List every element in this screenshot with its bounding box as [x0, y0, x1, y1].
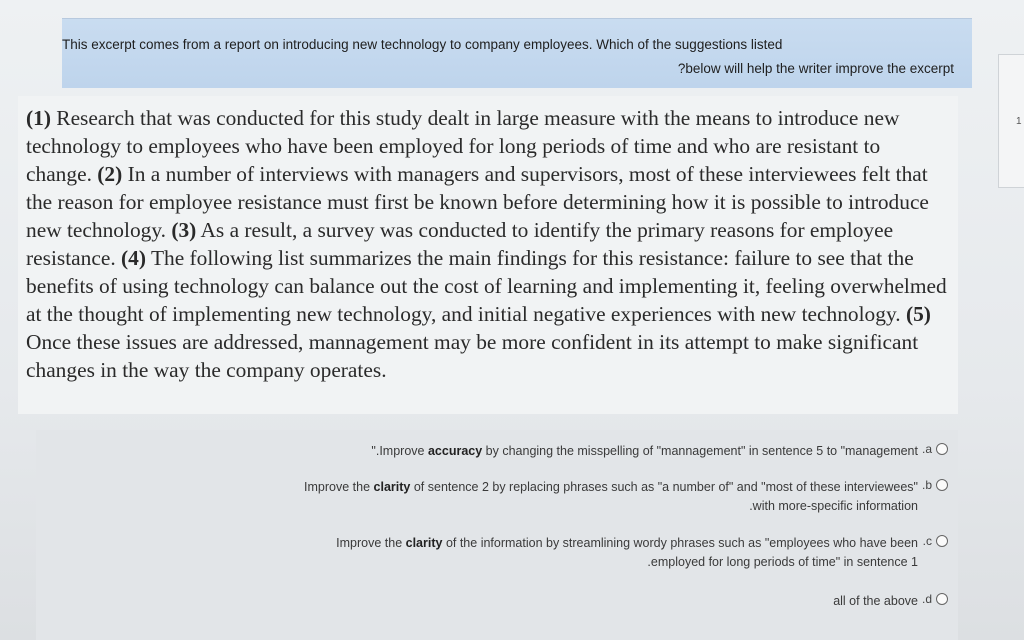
option-d[interactable]: [922, 592, 948, 606]
sentence-3: As a result, a survey was conducted to identify the primary reasons for employee resistance.: [26, 218, 894, 270]
option-c-radio[interactable]: [936, 535, 948, 547]
option-c-text: Improve the clarity of the information by streamlining wordy phrases such as "employees who have been .employed for long periods of time" in sentence 1: [336, 536, 918, 569]
side-number: 1: [1016, 116, 1022, 127]
answer-options: [36, 430, 958, 640]
option-c-letter: .c: [922, 534, 932, 548]
sentence-1: Research that was conducted for this study dealt in large measure with the means to introduce new technology to employees who have been employed for long periods of time and who are resistant to change.: [26, 106, 900, 186]
option-a-text: ".Improve accuracy by changing the misspelling of "mannagement" in sentence 5 to "management: [371, 444, 918, 458]
sentence-3-number: (3): [171, 218, 197, 242]
sentence-2-number: (2): [97, 162, 123, 186]
sentence-2: In a number of interviews with managers and supervisors, most of these interviewees felt that the reason for employee resistance must first be known before determining how it is possible to introduce new technology.: [26, 162, 929, 242]
excerpt-passage: [18, 96, 958, 414]
option-a-letter: .a: [921, 442, 932, 456]
option-c[interactable]: [923, 534, 948, 548]
option-b[interactable]: [922, 478, 948, 492]
option-d-text: all of the above: [833, 594, 918, 608]
option-a-radio[interactable]: [936, 443, 948, 455]
option-d-letter: .d: [921, 592, 932, 606]
option-d-radio[interactable]: [936, 593, 948, 605]
question-line-2: ?below will help the writer improve the excerpt: [677, 61, 954, 76]
question-line-1: This excerpt comes from a report on introducing new technology to company employees. Which of the suggestions listed: [62, 37, 783, 52]
question-prompt: [62, 18, 972, 88]
option-a[interactable]: [922, 442, 948, 456]
sentence-1-number: (1): [26, 106, 51, 130]
sentence-4: The following list summarizes the main findings for this resistance: failure to see that the benefits of using technology can balance out the cost of learning and implementing it, feeling overwhelmed at the thought of implementing new technology, and initial negative experiences with new technology.: [26, 246, 947, 326]
sentence-4-number: (4): [121, 246, 146, 270]
sentence-5: Once these issues are addressed, mannagement may be more confident in its attempt to make significant changes in the way the company operates.: [26, 330, 919, 382]
option-b-letter: .b: [921, 478, 932, 492]
option-b-text: Improve the clarity of sentence 2 by replacing phrases such as "a number of" and "most of these interviewees" .with more-specific information: [304, 480, 918, 513]
option-b-radio[interactable]: [936, 479, 948, 491]
sentence-5-number: (5): [905, 302, 931, 326]
